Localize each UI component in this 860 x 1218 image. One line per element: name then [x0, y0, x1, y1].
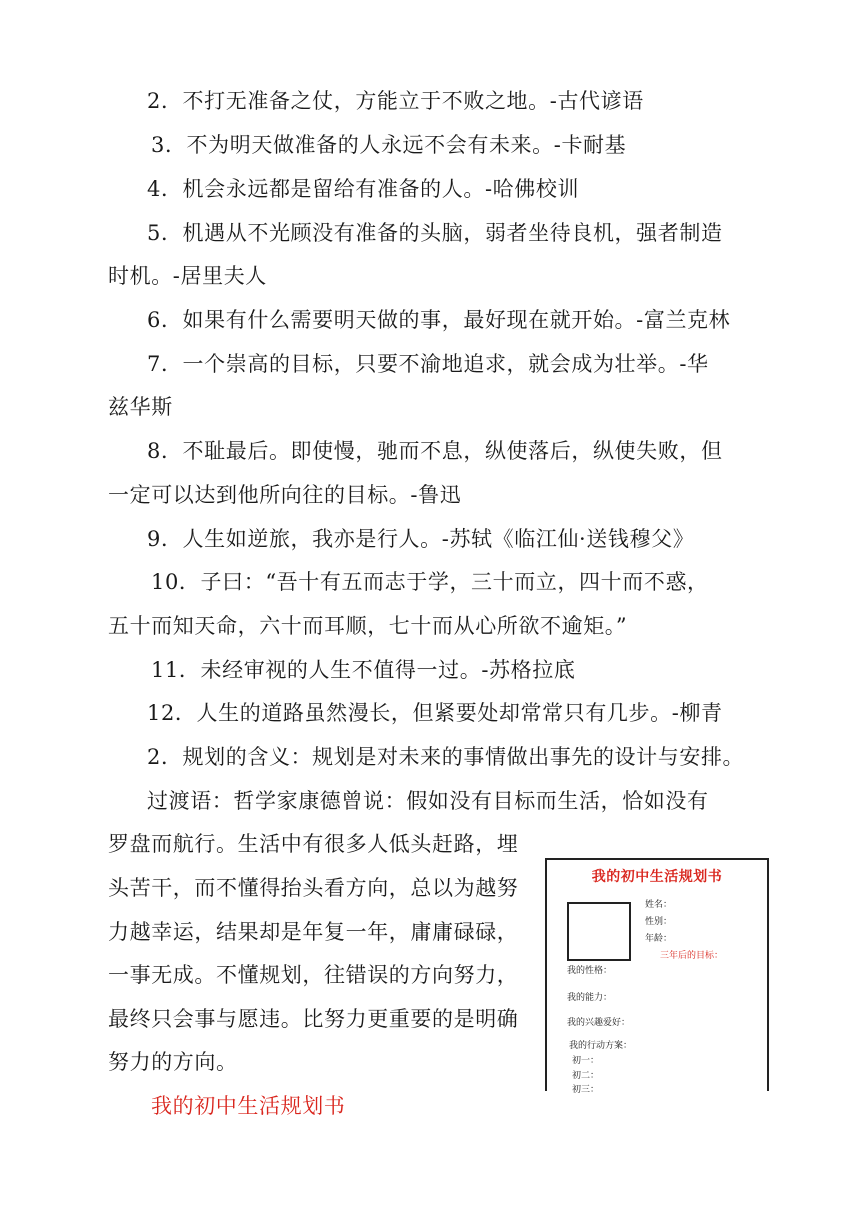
quote-5-line-2: 时机。-居里夫人: [108, 264, 267, 288]
quote-8-line-2: 一定可以达到他所向往的目标。-鲁迅: [108, 483, 462, 507]
transition-line-6: 最终只会事与愿违。比努力更重要的是明确: [108, 1007, 519, 1031]
form-character-label: 我的性格：: [567, 966, 613, 976]
quote-10-line-2: 五十而知天命，六十而耳顺，七十而从心所欲不逾矩。”: [108, 614, 628, 638]
form-ability-label: 我的能力：: [567, 993, 613, 1003]
form-grade2-label: 初二：: [572, 1071, 600, 1081]
form-title: 我的初中生活规划书: [591, 869, 723, 885]
quote-7-line-1: 7．一个崇高的目标，只要不渝地追求，就会成为壮举。-华: [147, 352, 709, 376]
quote-6: 6．如果有什么需要明天做的事，最好现在就开始。-富兰克林: [147, 308, 731, 332]
quote-11: 11．未经审视的人生不值得一过。-苏格拉底: [151, 658, 576, 682]
quote-2: 2．不打无准备之仗，方能立于不败之地。-古代谚语: [147, 89, 644, 113]
form-plan-label: 我的行动方案：: [569, 1041, 633, 1051]
transition-line-4: 力越幸运，结果却是年复一年，庸庸碌碌，: [108, 920, 519, 944]
form-gender-label: 性别：: [645, 917, 673, 927]
quote-5-line-1: 5．机遇从不光顾没有准备的头脑，弱者坐待良机，强者制造: [147, 221, 723, 245]
section-heading: 我的初中生活规划书: [151, 1094, 346, 1118]
planning-meaning: 2．规划的含义：规划是对未来的事情做出事先的设计与安排。: [147, 745, 745, 769]
form-age-label: 年龄：: [645, 934, 673, 944]
transition-line-7: 努力的方向。: [108, 1050, 238, 1074]
quote-9: 9．人生如逆旅，我亦是行人。-苏轼《临江仙·送钱穆父》: [147, 527, 695, 551]
planning-form-image: [545, 858, 769, 1095]
quote-8-line-1: 8．不耻最后。即使慢，驰而不息，纵使落后，纵使失败，但: [147, 439, 723, 463]
quote-4: 4．机会永远都是留给有准备的人。-哈佛校训: [147, 177, 580, 201]
transition-line-5: 一事无成。不懂规划，往错误的方向努力，: [108, 963, 519, 987]
quote-3: 3．不为明天做准备的人永远不会有未来。-卡耐基: [151, 133, 627, 157]
form-name-label: 姓名：: [645, 900, 673, 910]
form-grade1-label: 初一：: [572, 1056, 600, 1066]
transition-line-3: 头苦干，而不懂得抬头看方向，总以为越努: [108, 876, 519, 900]
form-hobby-label: 我的兴趣爱好：: [567, 1018, 631, 1028]
form-goal-label: 三年后的目标：: [660, 951, 724, 961]
photo-box: [567, 902, 631, 961]
transition-line-1: 过渡语：哲学家康德曾说：假如没有目标而生活，恰如没有: [147, 789, 709, 813]
transition-line-2: 罗盘而航行。生活中有很多人低头赶路，埋: [108, 832, 519, 856]
quote-10-line-1: 10．子曰：“吾十有五而志于学，三十而立，四十而不惑，: [151, 570, 709, 594]
quote-12: 12．人生的道路虽然漫长，但紧要处却常常只有几步。-柳青: [147, 701, 723, 725]
form-grade3-label: 初三：: [572, 1085, 600, 1095]
quote-7-line-2: 兹华斯: [108, 395, 173, 419]
